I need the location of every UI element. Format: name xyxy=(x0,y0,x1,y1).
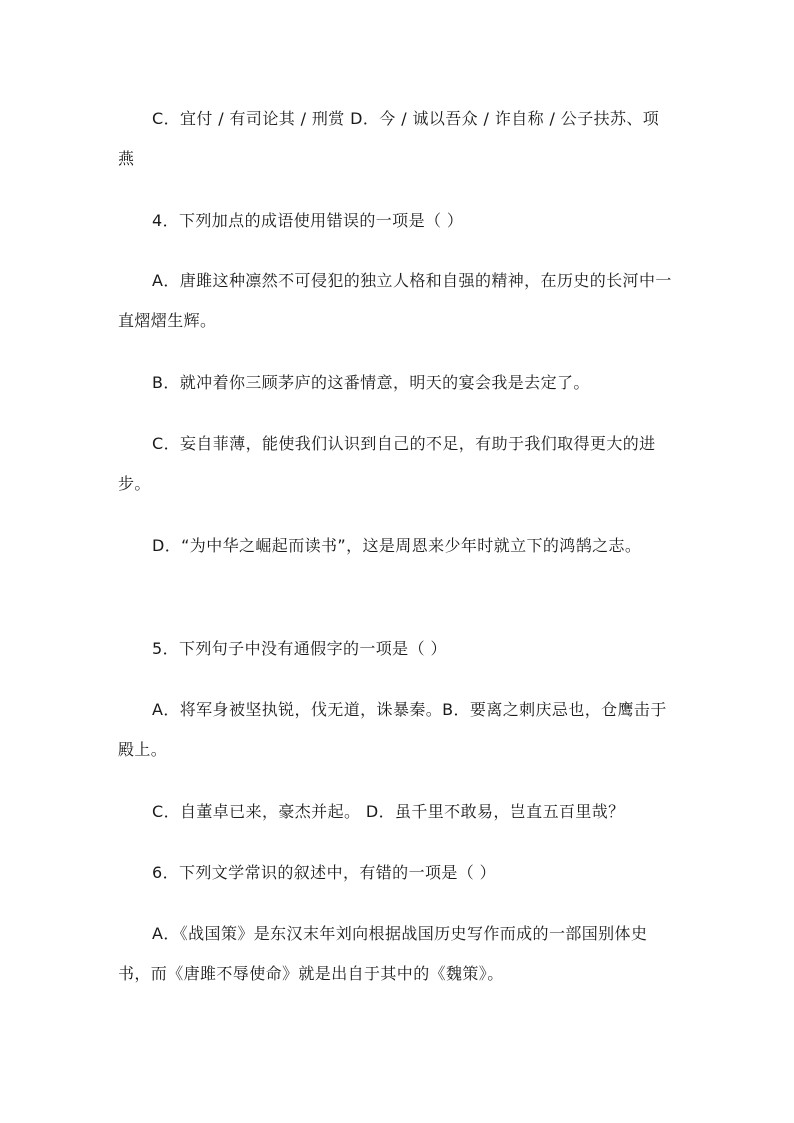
question-5-options-c-d: C．自董卓已来，豪杰并起。 D．虽千里不敢易，岂直五百里哉？ xyxy=(152,802,625,821)
question-4-option-b: B．就冲着你三顾茅庐的这番情意，明天的宴会我是去定了。 xyxy=(152,373,590,392)
question-4-option-d: D．“为中华之崛起而读书”，这是周恩来少年时就立下的鸿鹄之志。 xyxy=(152,536,642,555)
question-4-option-a: A．唐雎这种凛然不可侵犯的独立人格和自强的精神，在历史的长河中一直熠熠生辉。 xyxy=(118,271,672,330)
question-6-option-a: A．《战国策》是东汉末年刘向根据战国历史写作而成的一部国别体史书，而《唐雎不辱使命》就是出自于其中的《魏策》。 xyxy=(118,924,648,983)
option-c-d-segmentation: C．宜付 / 有司论其 / 刑赏 D．今 / 诚以吾众 / 诈自称 / 公子扶苏、项燕 xyxy=(118,109,660,168)
question-4-stem: 4．下列加点的成语使用错误的一项是（ ） xyxy=(152,211,464,230)
question-5-options-a-b: A．将军身被坚执锐，伐无道，诛暴秦。B．要离之刺庆忌也，仓鹰击于殿上。 xyxy=(118,700,667,759)
question-6-stem: 6．下列文学常识的叙述中，有错的一项是（ ） xyxy=(152,863,497,882)
question-4-option-c: C．妄自菲薄，能使我们认识到自己的不足，有助于我们取得更大的进步。 xyxy=(118,434,656,493)
question-5-stem: 5．下列句子中没有通假字的一项是（ ） xyxy=(152,639,447,658)
